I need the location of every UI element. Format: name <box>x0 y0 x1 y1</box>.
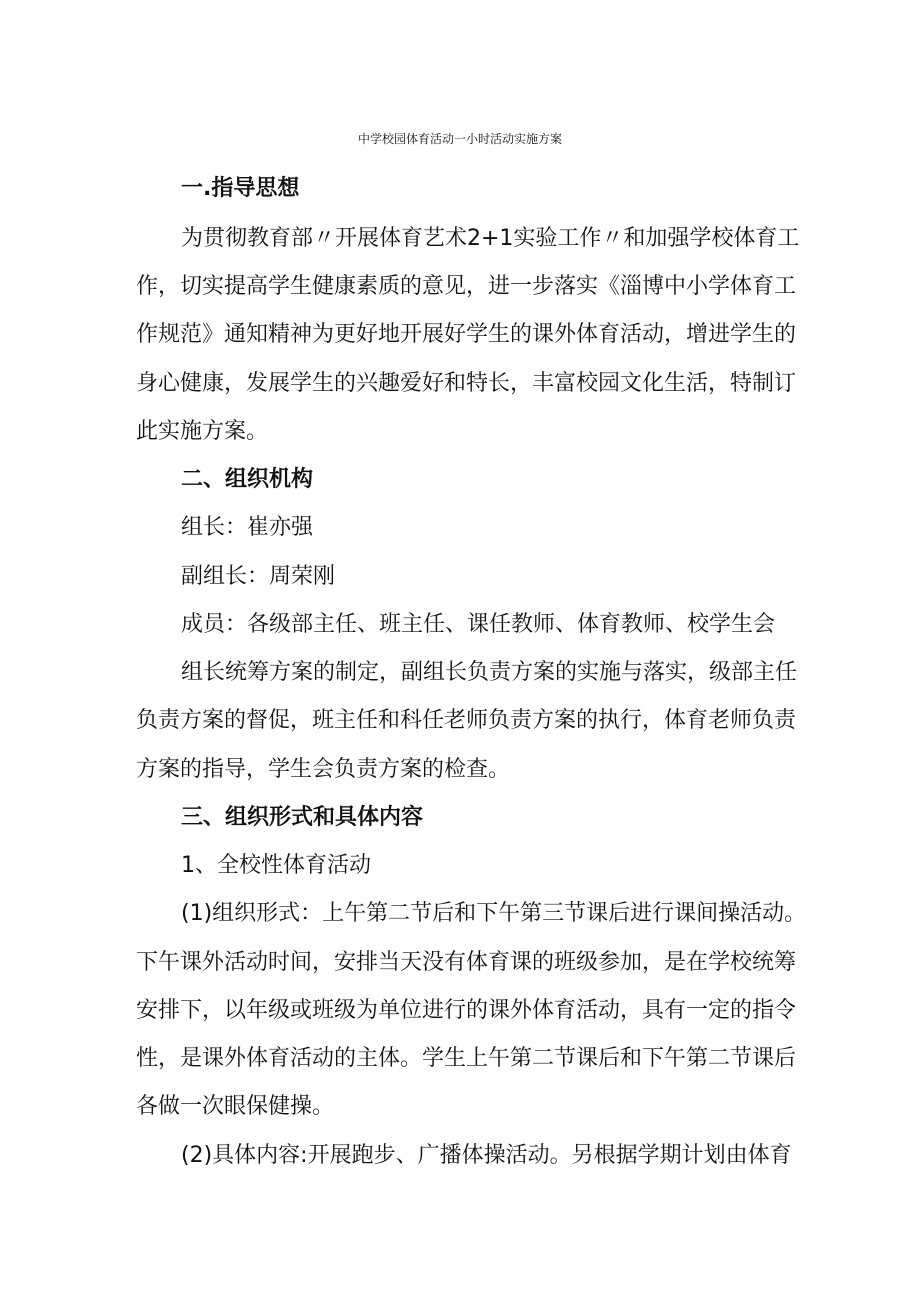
paragraph-line: 身心健康，发展学生的兴趣爱好和特长，丰富校园文化生活，特制订 <box>136 371 797 396</box>
paragraph-line: 安排下，以年级或班级为单位进行的课外体育活动，具有一定的指令 <box>136 998 797 1023</box>
paragraph-line: 性，是课外体育活动的主体。学生上午第二节课后和下午第二节课后 <box>136 1046 797 1071</box>
paragraph-line: (1)组织形式：上午第二节后和下午第三节课后进行课间操活动。 <box>181 901 807 926</box>
paragraph-line: 下午课外活动时间，安排当天没有体育课的班级参加，是在学校统筹 <box>136 950 797 975</box>
document-title: 中学校园体育活动一小时活动实施方案 <box>357 132 562 146</box>
members-line: 成员：各级部主任、班主任、课任教师、体育教师、校学生会 <box>181 612 776 637</box>
section-2-heading: 二、组织机构 <box>181 467 314 492</box>
section-3-heading: 三、组织形式和具体内容 <box>181 805 424 830</box>
paragraph-line: (2)具体内容:开展跑步、广播体操活动。另根据学期计划由体育 <box>181 1143 792 1168</box>
paragraph-line: 组长统筹方案的制定，副组长负责方案的实施与落实，级部主任 <box>181 660 798 685</box>
paragraph-line: 作，切实提高学生健康素质的意见，进一步落实《淄博中小学体育工 <box>136 274 797 299</box>
subsection-heading: 1、全校性体育活动 <box>181 853 371 878</box>
section-1-heading: 一.指导思想 <box>181 176 300 201</box>
paragraph-line: 作规范》通知精神为更好地开展好学生的课外体育活动，增进学生的 <box>136 322 797 347</box>
paragraph-line: 方案的指导，学生会负责方案的检查。 <box>136 757 511 782</box>
leader-line: 组长：崔亦强 <box>181 515 314 540</box>
paragraph-line: 各做一次眼保健操。 <box>136 1094 335 1119</box>
deputy-leader-line: 副组长：周荣刚 <box>181 564 336 589</box>
paragraph-line: 负责方案的督促，班主任和科任老师负责方案的执行，体育老师负责 <box>136 708 797 733</box>
paragraph-line: 此实施方案。 <box>136 419 269 444</box>
paragraph-line: 为贯彻教育部〃开展体育艺术2+1实验工作〃和加强学校体育工 <box>181 226 800 251</box>
